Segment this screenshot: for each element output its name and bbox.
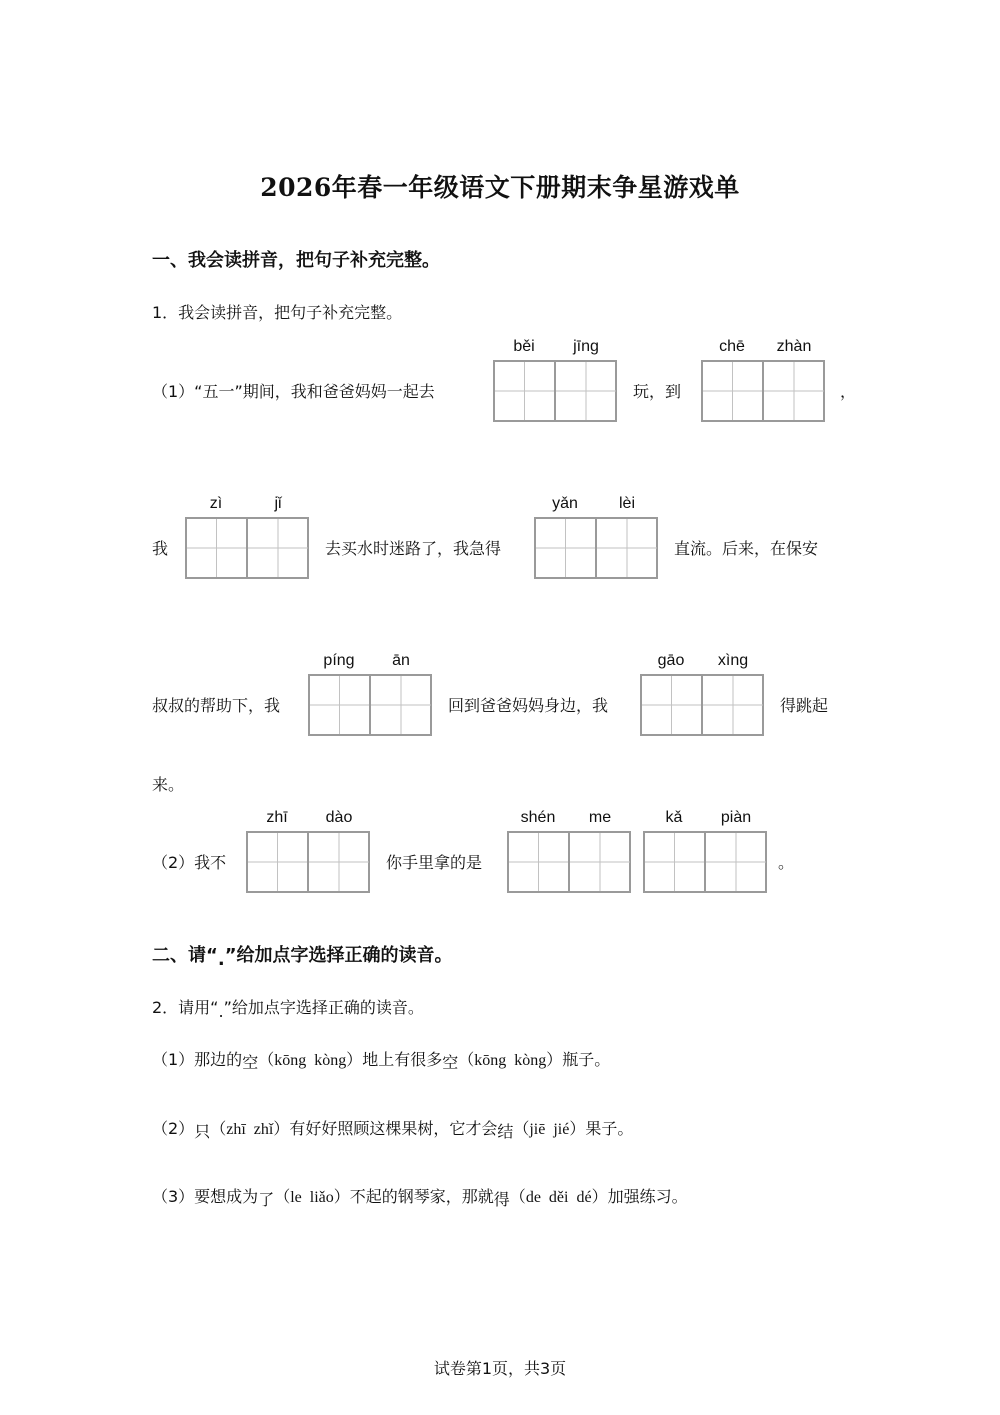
option-group[interactable]: de děi dé [525,1189,592,1206]
tianzige-gaoxing[interactable] [640,674,764,736]
p1-text-8: 回到爸爸妈妈身边，我 [448,696,609,715]
dotted-char: 得 [493,1190,510,1209]
p2-text-1: （2）我不 [152,853,227,872]
q2-line-3: （3）要想成为了（le liǎo）不起的钢琴家，那就得（de děi dé）加强练习。 [152,1187,688,1209]
tianzige-zhidao[interactable] [246,831,370,893]
section-2-heading: 二、请“.”给加点字选择正确的读音。 [152,945,453,970]
pinyin-ka: kǎ [665,809,683,826]
pinyin-ji: jǐ [274,495,282,512]
tianzige-ziji[interactable] [185,517,309,579]
p1-text-4: 我 [152,539,169,558]
p2-text-2: 你手里拿的是 [386,853,483,872]
option-group[interactable]: kōng kòng [474,1052,547,1069]
p1-text-6: 直流。后来，在保安 [674,539,819,558]
pinyin-bei: běi [513,338,535,355]
p1-text-3: ， [840,382,857,401]
p1-text-9: 得跳起 [780,696,829,715]
pinyin-yan: yǎn [552,495,578,512]
q2-line-2: （2）只（zhī zhǐ）有好好照顾这棵果树，它才会结（jiē jié）果子。 [152,1119,634,1141]
p1-text-2: 玩，到 [633,382,682,401]
pinyin-zhan: zhàn [776,338,812,355]
section-1-heading: 一、我会读拼音，把句子补充完整。 [152,250,440,271]
pinyin-zhi: zhī [266,809,288,826]
dot-mark: . [217,949,225,970]
tianzige-chezhan[interactable] [701,360,825,422]
p1-text-10: 来。 [152,775,185,794]
pinyin-che: chē [719,338,745,355]
tianzige-yanlei[interactable] [534,517,658,579]
pinyin-dao: dào [325,809,353,826]
p1-text-7: 叔叔的帮助下，我 [152,696,281,715]
pinyin-pian: piàn [720,809,752,826]
q2-line-1: （1）那边的空（kōng kòng）地上有很多空（kōng kòng）瓶子。 [152,1050,611,1072]
option-group[interactable]: le liǎo [290,1189,334,1206]
dotted-char: 结 [497,1122,514,1141]
pinyin-zi: zì [209,495,223,512]
pinyin-me: me [588,809,612,826]
pinyin-ping: píng [323,652,355,669]
option-group[interactable]: zhī zhǐ [226,1121,274,1138]
tianzige-kapian[interactable] [643,831,767,893]
dotted-char: 空 [442,1053,459,1072]
tianzige-beijing[interactable] [493,360,617,422]
dotted-char: 空 [242,1053,259,1072]
tianzige-pingan[interactable] [308,674,432,736]
dotted-char: 了 [258,1190,275,1209]
option-group[interactable]: jiē jié [529,1121,570,1138]
dot-mark: . [218,1002,224,1021]
p1-text-5: 去买水时迷路了，我急得 [325,539,502,558]
tianzige-shenme[interactable] [507,831,631,893]
pinyin-xing: xìng [717,652,749,669]
pinyin-shen: shén [520,809,556,826]
pinyin-jing: jīng [573,338,599,355]
question-2: 2．请用“.”给加点字选择正确的读音。 [152,998,424,1021]
dotted-char: 只 [194,1122,211,1141]
question-1: 1．我会读拼音，把句子补充完整。 [152,303,403,322]
pinyin-an: ān [392,652,410,669]
p1-text-1: （1）“五一”期间，我和爸爸妈妈一起去 [152,382,435,401]
pinyin-gao: gāo [657,652,685,669]
p2-text-3: 。 [778,853,795,872]
option-group[interactable]: kōng kòng [274,1052,347,1069]
page-title: 2026年春一年级语文下册期末争星游戏单 [260,173,740,202]
page-footer: 试卷第1页，共3页 [433,1359,567,1378]
pinyin-lei: lèi [618,495,635,512]
